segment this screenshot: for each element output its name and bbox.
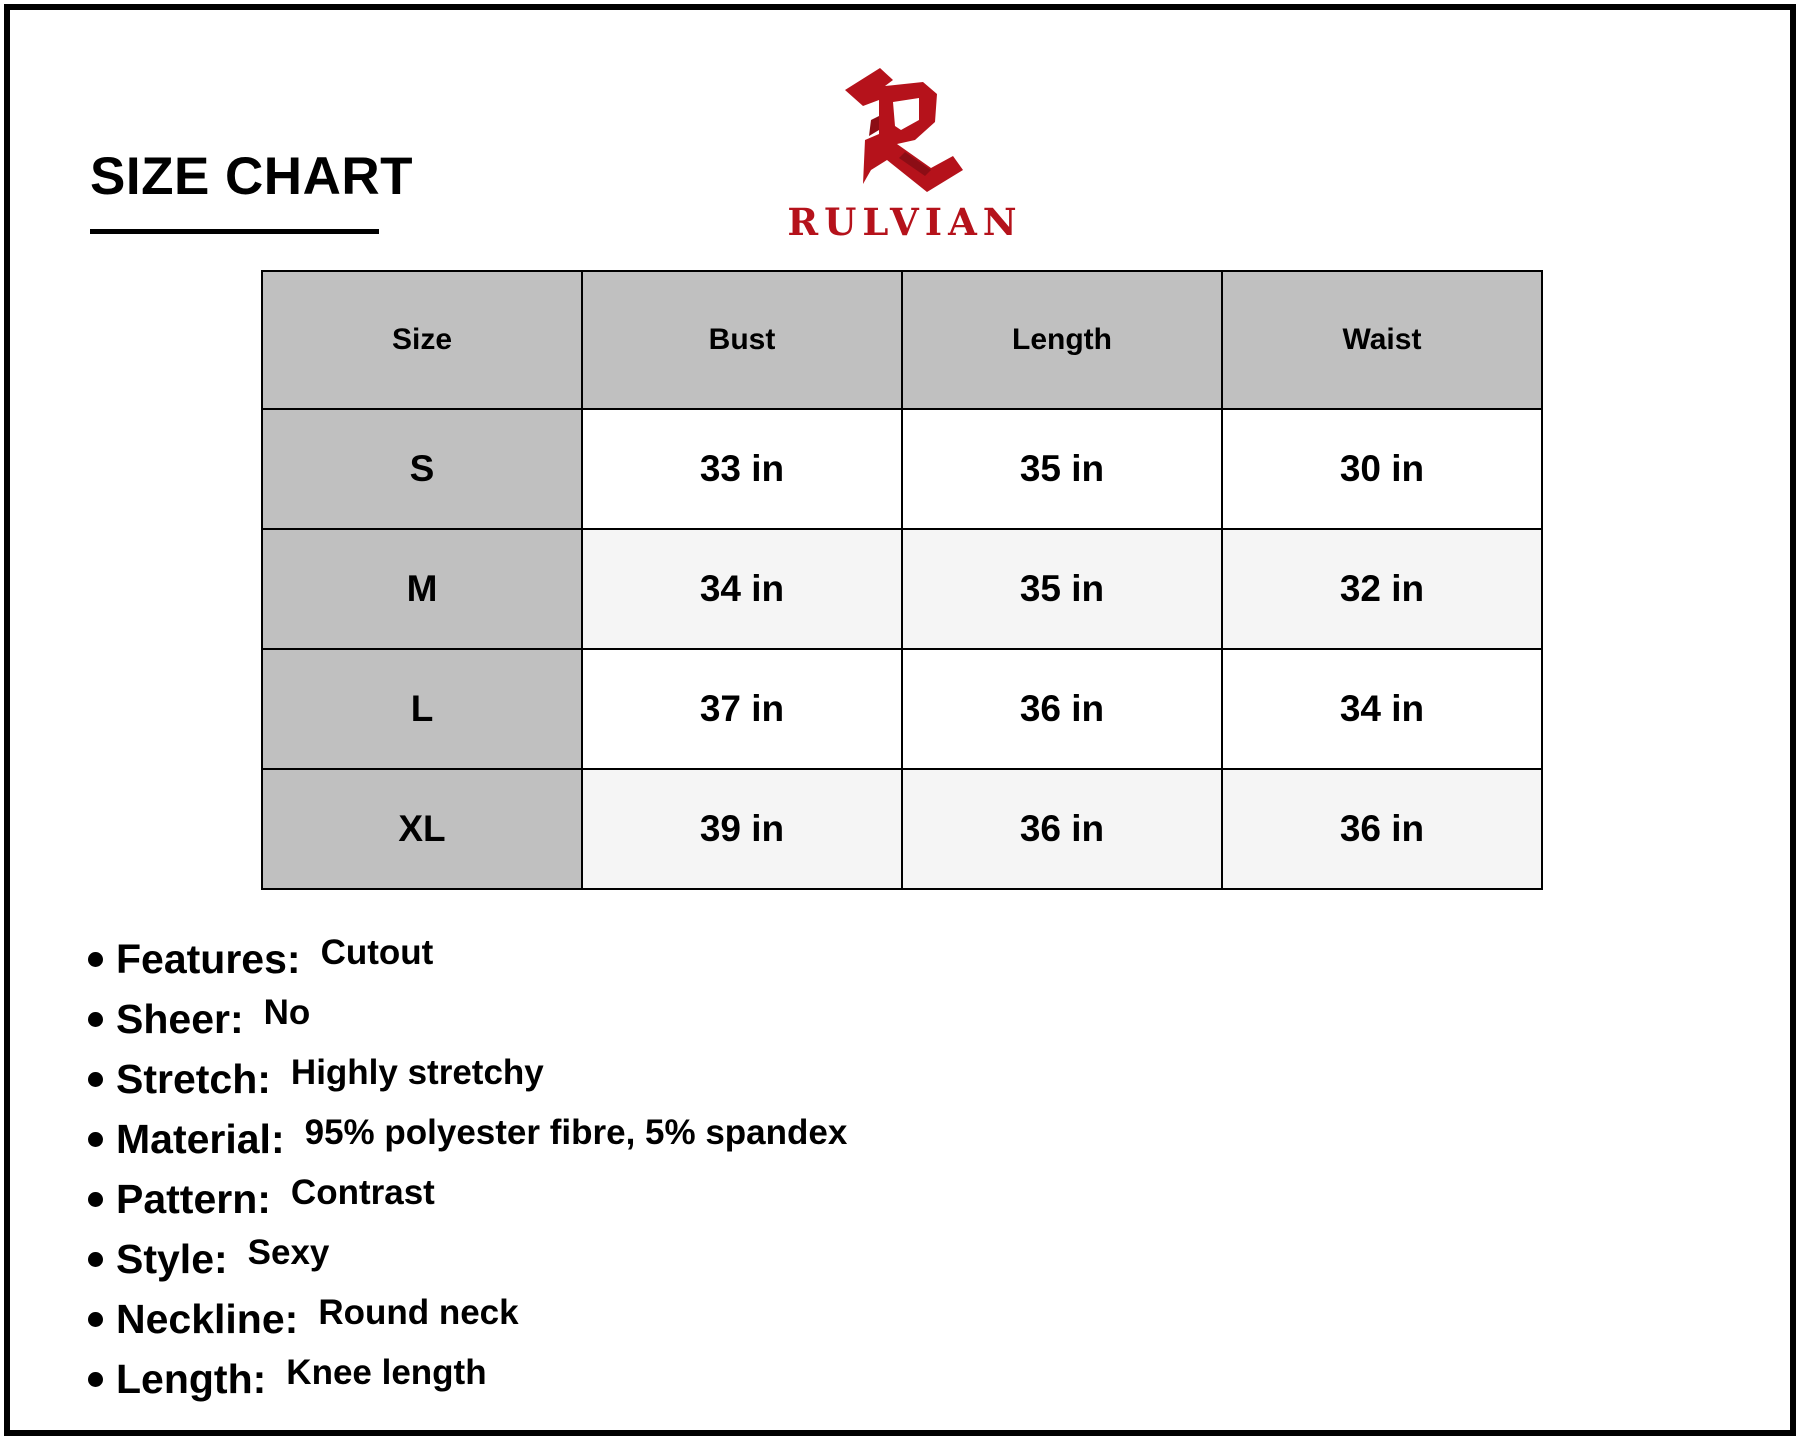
spec-value: Knee length xyxy=(286,1353,487,1392)
spec-value: Contrast xyxy=(290,1173,435,1212)
title-underline xyxy=(90,229,379,234)
size-cell: M xyxy=(262,529,582,649)
spec-item-material xyxy=(88,1113,848,1176)
bust-cell: 33 in xyxy=(582,409,902,529)
spec-item-pattern xyxy=(88,1173,847,1236)
waist-cell: 36 in xyxy=(1222,769,1542,889)
bust-cell: 39 in xyxy=(582,769,902,889)
length-cell: 36 in xyxy=(902,769,1222,889)
spec-item-neckline xyxy=(88,1293,847,1356)
table-row xyxy=(262,529,1542,649)
waist-cell: 30 in xyxy=(1222,409,1542,529)
table-row xyxy=(262,409,1542,529)
spec-label: Stretch: xyxy=(116,1056,271,1102)
bust-cell: 34 in xyxy=(582,529,902,649)
spec-item-features xyxy=(88,933,847,996)
length-cell: 35 in xyxy=(902,529,1222,649)
bust-cell: 37 in xyxy=(582,649,902,769)
bullet-icon xyxy=(88,1132,103,1147)
bullet-icon xyxy=(88,1372,103,1387)
length-cell: 36 in xyxy=(902,649,1222,769)
spec-value: 95% polyester fibre, 5% spandex xyxy=(304,1113,848,1152)
spec-label: Sheer: xyxy=(116,996,244,1042)
spec-list xyxy=(88,933,848,1416)
spec-value: Cutout xyxy=(320,933,434,972)
header-bust: Bust xyxy=(582,271,902,409)
waist-cell: 32 in xyxy=(1222,529,1542,649)
header-length: Length xyxy=(902,271,1222,409)
bullet-icon xyxy=(88,952,103,967)
bullet-icon xyxy=(88,1312,103,1327)
spec-item-sheer xyxy=(88,993,847,1056)
table-row xyxy=(262,649,1542,769)
bullet-icon xyxy=(88,1072,103,1087)
spec-label: Material: xyxy=(116,1116,285,1162)
length-cell: 35 in xyxy=(902,409,1222,529)
spec-item-stretch xyxy=(88,1053,847,1116)
bullet-icon xyxy=(88,1192,103,1207)
r-monogram-logo-icon xyxy=(835,60,975,195)
spec-label: Pattern: xyxy=(116,1176,271,1222)
spec-value: Sexy xyxy=(247,1233,330,1272)
brand-name: RULVIAN xyxy=(787,200,1023,244)
bullet-icon xyxy=(88,1252,103,1267)
spec-value: No xyxy=(263,993,311,1032)
bullet-icon xyxy=(88,1012,103,1027)
spec-label: Style: xyxy=(116,1236,228,1282)
table-header-row xyxy=(262,271,1542,409)
spec-label: Neckline: xyxy=(116,1296,299,1342)
spec-value: Round neck xyxy=(318,1293,519,1332)
waist-cell: 34 in xyxy=(1222,649,1542,769)
size-cell: L xyxy=(262,649,582,769)
header-size: Size xyxy=(262,271,582,409)
table-row xyxy=(262,769,1542,889)
spec-value: Highly stretchy xyxy=(290,1053,544,1092)
size-table xyxy=(261,270,1543,890)
spec-label: Features: xyxy=(116,936,301,982)
page-title: SIZE CHART xyxy=(90,147,413,206)
size-cell: S xyxy=(262,409,582,529)
spec-label: Length: xyxy=(116,1356,267,1402)
spec-item-length xyxy=(88,1353,847,1416)
header-waist: Waist xyxy=(1222,271,1542,409)
brand-logo xyxy=(760,60,1050,250)
size-cell: XL xyxy=(262,769,582,889)
spec-item-style xyxy=(88,1233,847,1296)
